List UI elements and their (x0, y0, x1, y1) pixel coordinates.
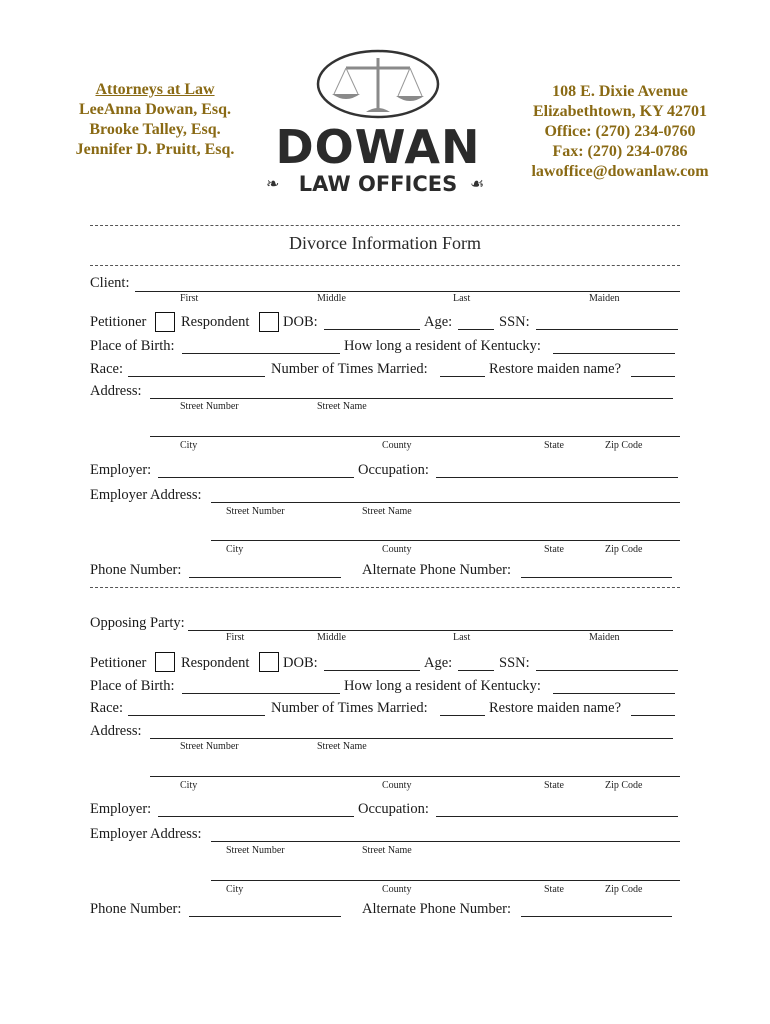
phone-label: Phone Number: (90, 562, 182, 578)
opposing-petitioner-checkbox[interactable] (155, 652, 175, 672)
times-married-field[interactable] (440, 376, 485, 377)
street-name-caption: Street Name (317, 741, 367, 752)
logo-firm-name: DOWAN (275, 120, 481, 174)
state-caption: State (544, 884, 564, 895)
office-phone: Office: (270) 234-0760 (544, 123, 696, 140)
state-caption: State (544, 440, 564, 451)
divider (90, 225, 680, 226)
city-caption: City (226, 544, 244, 555)
residency-label: How long a resident of Kentucky: (344, 338, 541, 354)
opposing-employer-address-city-field[interactable] (211, 880, 680, 881)
attorney-name: LeeAnna Dowan, Esq. (78, 101, 232, 118)
times-married-label: Number of Times Married: (271, 700, 428, 716)
times-married-label: Number of Times Married: (271, 361, 428, 377)
email-address: lawoffice@dowanlaw.com (531, 163, 709, 180)
phone-label: Phone Number: (90, 901, 182, 917)
race-label: Race: (90, 700, 124, 716)
opposing-occupation-field[interactable] (436, 816, 678, 817)
fax-number: Fax: (270) 234-0786 (552, 143, 688, 160)
street-address: 108 E. Dixie Avenue (552, 83, 688, 100)
occupation-field[interactable] (436, 477, 678, 478)
phone-field[interactable] (189, 577, 341, 578)
city-caption: City (180, 780, 198, 791)
opposing-respondent-checkbox[interactable] (259, 652, 279, 672)
alt-phone-label: Alternate Phone Number: (362, 901, 511, 917)
firm-logo (262, 48, 494, 200)
logo-flourish-right: ☙ (470, 176, 485, 193)
opposing-phone-field[interactable] (189, 916, 341, 917)
opposing-residency-field[interactable] (553, 693, 675, 694)
ssn-label: SSN: (499, 314, 530, 330)
dob-field[interactable] (324, 329, 420, 330)
respondent-label: Respondent (181, 314, 250, 330)
opposing-dob-field[interactable] (324, 670, 420, 671)
employer-address-city-field[interactable] (211, 540, 680, 541)
last-name-caption: Last (453, 293, 471, 304)
street-name-caption: Street Name (362, 845, 412, 856)
petitioner-label: Petitioner (90, 314, 147, 330)
employer-address-label: Employer Address: (90, 487, 202, 503)
middle-name-caption: Middle (317, 632, 346, 643)
street-name-caption: Street Name (317, 401, 367, 412)
zip-code-caption: Zip Code (605, 544, 643, 555)
respondent-label: Respondent (181, 655, 250, 671)
opposing-ssn-field[interactable] (536, 670, 678, 671)
opposing-address-street-field[interactable] (150, 738, 673, 739)
opposing-restore-maiden-field[interactable] (631, 715, 675, 716)
street-number-caption: Street Number (180, 401, 239, 412)
residency-label: How long a resident of Kentucky: (344, 678, 541, 694)
employer-field[interactable] (158, 477, 354, 478)
opposing-alt-phone-field[interactable] (521, 916, 672, 917)
occupation-label: Occupation: (358, 801, 429, 817)
street-number-caption: Street Number (226, 845, 285, 856)
contact-block (510, 82, 730, 182)
middle-name-caption: Middle (317, 293, 346, 304)
divider (90, 265, 680, 266)
county-caption: County (382, 884, 412, 895)
zip-code-caption: Zip Code (605, 780, 643, 791)
ssn-label: SSN: (499, 655, 530, 671)
street-name-caption: Street Name (362, 506, 412, 517)
last-name-caption: Last (453, 632, 471, 643)
ssn-field[interactable] (536, 329, 678, 330)
opposing-age-field[interactable] (458, 670, 494, 671)
county-caption: County (382, 544, 412, 555)
logo-subtitle: LAW OFFICES (298, 172, 458, 196)
restore-maiden-label: Restore maiden name? (489, 700, 622, 716)
county-caption: County (382, 440, 412, 451)
opposing-employer-field[interactable] (158, 816, 354, 817)
respondent-checkbox[interactable] (259, 312, 279, 332)
opposing-race-field[interactable] (128, 715, 265, 716)
alt-phone-field[interactable] (521, 577, 672, 578)
address-label: Address: (90, 723, 142, 739)
opposing-employer-address-street-field[interactable] (211, 841, 680, 842)
address-label: Address: (90, 383, 142, 399)
petitioner-label: Petitioner (90, 655, 147, 671)
dob-label: DOB: (283, 655, 318, 671)
attorneys-heading: Attorneys at Law (95, 81, 215, 98)
place-of-birth-label: Place of Birth: (90, 338, 175, 354)
state-caption: State (544, 544, 564, 555)
logo-flourish-left: ❧ (266, 176, 280, 193)
opposing-place-of-birth-field[interactable] (182, 693, 340, 694)
county-caption: County (382, 780, 412, 791)
petitioner-checkbox[interactable] (155, 312, 175, 332)
dob-label: DOB: (283, 314, 318, 330)
attorneys-block (60, 80, 250, 160)
first-name-caption: First (180, 293, 199, 304)
occupation-label: Occupation: (358, 462, 429, 478)
street-number-caption: Street Number (226, 506, 285, 517)
address-city-field[interactable] (150, 436, 680, 437)
place-of-birth-field[interactable] (182, 353, 340, 354)
alt-phone-label: Alternate Phone Number: (362, 562, 511, 578)
divider (90, 587, 680, 588)
employer-label: Employer: (90, 462, 152, 478)
street-number-caption: Street Number (180, 741, 239, 752)
employer-label: Employer: (90, 801, 152, 817)
employer-address-label: Employer Address: (90, 826, 202, 842)
opposing-address-city-field[interactable] (150, 776, 680, 777)
form-title: Divorce Information Form (289, 233, 481, 253)
city-caption: City (226, 884, 244, 895)
maiden-name-caption: Maiden (589, 632, 620, 643)
restore-maiden-label: Restore maiden name? (489, 361, 622, 377)
place-of-birth-label: Place of Birth: (90, 678, 175, 694)
opposing-party-label: Opposing Party: (90, 615, 185, 631)
attorney-name: Jennifer D. Pruitt, Esq. (75, 141, 235, 158)
state-caption: State (544, 780, 564, 791)
city-state-zip: Elizabethtown, KY 42701 (532, 103, 708, 120)
age-label: Age: (424, 314, 453, 330)
client-label: Client: (90, 275, 130, 291)
age-label: Age: (424, 655, 453, 671)
maiden-name-caption: Maiden (589, 293, 620, 304)
employer-address-street-field[interactable] (211, 502, 680, 503)
address-street-field[interactable] (150, 398, 673, 399)
race-label: Race: (90, 361, 124, 377)
client-name-field[interactable] (135, 291, 680, 292)
zip-code-caption: Zip Code (605, 440, 643, 451)
city-caption: City (180, 440, 198, 451)
age-field[interactable] (458, 329, 494, 330)
opposing-party-name-field[interactable] (188, 630, 673, 631)
zip-code-caption: Zip Code (605, 884, 643, 895)
opposing-times-married-field[interactable] (440, 715, 485, 716)
first-name-caption: First (226, 632, 245, 643)
residency-field[interactable] (553, 353, 675, 354)
attorney-name: Brooke Talley, Esq. (89, 121, 221, 138)
restore-maiden-field[interactable] (631, 376, 675, 377)
race-field[interactable] (128, 376, 265, 377)
